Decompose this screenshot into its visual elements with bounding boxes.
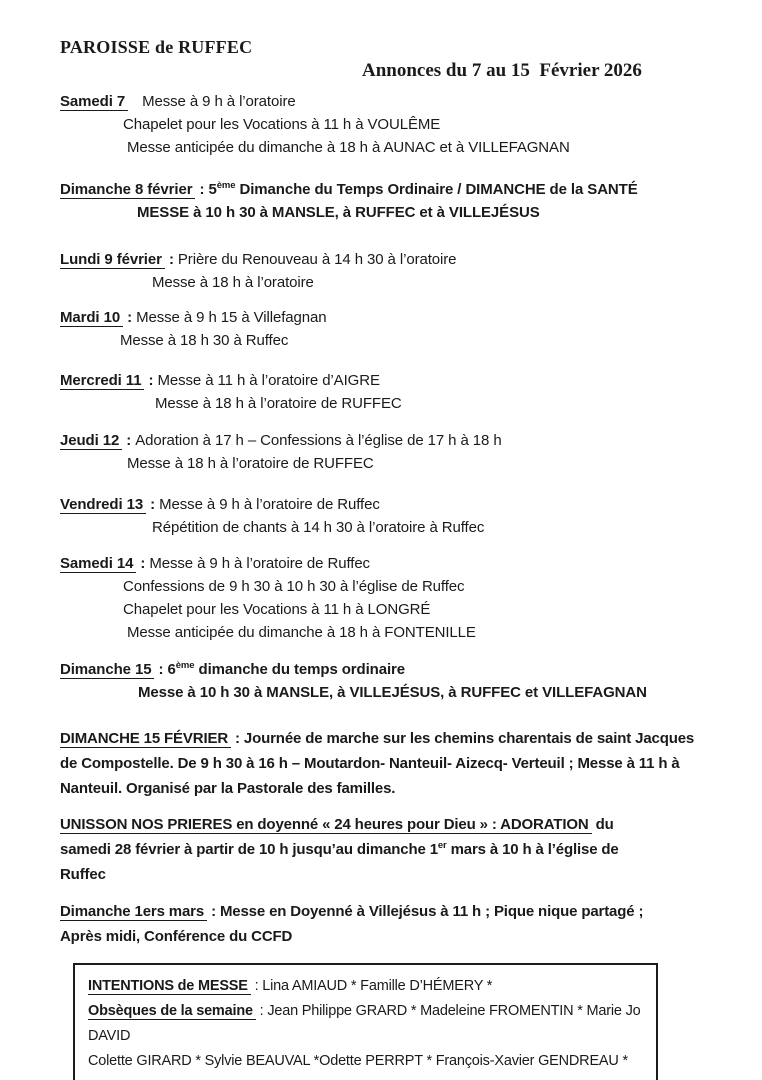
entry-line: Messe à 18 h 30 à Ruffec [120,332,289,349]
entry-separator: : [123,309,137,326]
schedule-entry [60,90,710,159]
entry-first-line [60,306,710,329]
paragraph-label: UNISSON NOS PRIERES en doyenné « 24 heures pour Dieu » : ADORATION [60,816,592,834]
entry-separator: : [122,432,136,449]
entry-separator: : [195,181,209,198]
entry-line: Répétition de chants à 14 h 30 à l’oratoire à Ruffec [152,519,485,536]
entry-text: dimanche du temps ordinaire [194,661,406,678]
paragraph-label: Dimanche 1ers mars [60,903,207,921]
day-label: Dimanche 15 [60,661,154,679]
schedule-entry [60,429,710,475]
paragraph-unisson [60,812,668,887]
schedule-entry [60,178,710,224]
entry-line: Chapelet pour les Vocations à 11 h à VOULÊME [123,116,441,133]
entry-separator: : [154,661,168,678]
entry-first-line [60,429,710,452]
day-label: Samedi 14 [60,555,136,573]
day-label: Samedi 7 [60,93,128,111]
entry-line: Messe anticipée du dimanche à 18 h à FONTENILLE [127,624,476,641]
entry-separator: : [136,555,150,572]
entry-line: Messe à 18 h à l’oratoire de RUFFEC [155,395,402,412]
entry-line: Confessions de 9 h 30 à 10 h 30 à l’église de Ruffec [123,578,465,595]
entry-text: Adoration à 17 h – Confessions à l’église de 17 h à 18 h [135,432,502,449]
obseques-label: Obsèques de la semaine [88,1003,256,1020]
paragraph-text: : Messe en Doyenné à Villejésus à 11 h ; Pique nique partagé ; Après midi, Conférence du CCFD [60,903,644,945]
day-label: Jeudi 12 [60,432,122,450]
entry-first-line [60,369,710,392]
page-title: PAROISSE de RUFFEC [60,37,253,57]
entry-first-line [60,552,710,575]
intentions-label: INTENTIONS de MESSE [88,978,251,995]
ordinal-superscript: ème [175,660,195,671]
day-label: Dimanche 8 février [60,181,195,199]
ordinal-superscript: ème [216,180,236,191]
entry-line: Messe à 18 h à l’oratoire de RUFFEC [127,455,374,472]
entry-first-line [60,248,710,271]
day-label: Lundi 9 février [60,251,165,269]
intentions-text: : Lina AMIAUD * Famille D’HÉMERY * [250,978,493,994]
entry-first-line [60,178,710,201]
entry-text: 5 [208,181,217,198]
schedule-entry [60,493,710,539]
day-label: Mercredi 11 [60,372,144,390]
entry-first-line [60,658,710,681]
entry-line: Messe à 10 h 30 à MANSLE, à VILLEJÉSUS, à RUFFEC et VILLEFAGNAN [138,684,647,701]
entry-line: Chapelet pour les Vocations à 11 h à LONGRÉ [123,601,431,618]
paragraph-text: mars à 10 h à l’église de Ruffec [60,841,619,883]
schedule-entry [60,248,710,294]
entry-text: Messe à 9 h 15 à Villefagnan [136,309,327,326]
day-label: Vendredi 13 [60,496,146,514]
paragraph-text: du samedi 28 février à partir de 10 h jusqu’au dimanche 1 [60,816,614,858]
entry-text: Dimanche du Temps Ordinaire / DIMANCHE de la SANTÉ [235,181,638,198]
entry-text: Prière du Renouveau à 14 h 30 à l’oratoire [177,251,457,268]
entry-text: 6 [167,661,176,678]
entry-line: MESSE à 10 h 30 à MANSLE, à RUFFEC et à VILLEJÉSUS [137,204,540,221]
entry-text: Messe à 9 h à l’oratoire de Ruffec [149,555,370,572]
intentions-line [88,974,643,999]
entry-separator: : [144,372,158,389]
intentions-box [73,963,658,1080]
paragraph-walk-day [60,726,710,801]
schedule-entry [60,658,710,704]
obseques-line [88,999,643,1049]
ordinal-superscript: er [437,840,447,851]
schedule-entry [60,369,710,415]
schedule-entry [60,306,710,352]
paragraph-text: : Journée de marche sur les chemins charentais de saint Jacques de Compostelle. De 9 h 30 à 16 h – Moutardon- Nanteuil- Aizecq- Verteuil ; Messe à 11 h à Nanteuil. Organisé par la Pastorale des familles. [60,730,695,797]
day-label: Mardi 10 [60,309,123,327]
entry-text: Messe à 11 h à l’oratoire d’AIGRE [157,372,380,389]
page-subtitle: Annonces du 7 au 15 Février 2026 [362,60,642,81]
entry-separator: : [146,496,160,513]
schedule-entry [60,552,710,644]
paragraph-label: DIMANCHE 15 FÉVRIER [60,730,231,748]
entry-line: Messe à 18 h à l’oratoire [152,274,314,291]
entry-text: Messe à 9 h à l’oratoire [142,93,296,110]
entry-line: Messe anticipée du dimanche à 18 h à AUNAC et à VILLEFAGNAN [127,139,570,156]
entry-text: Messe à 9 h à l’oratoire de Ruffec [159,496,380,513]
entry-separator: : [164,251,178,268]
obseques-text: : Jean Philippe GRARD * Madeleine FROMENTIN * Marie Jo DAVID [88,1003,641,1044]
entry-first-line [60,493,710,516]
paragraph-first-march [60,899,680,949]
obseques-line-continued: Colette GIRARD * Sylvie BEAUVAL *Odette PERRPT * François-Xavier GENDREAU * [88,1053,628,1069]
entry-first-line [60,90,710,113]
